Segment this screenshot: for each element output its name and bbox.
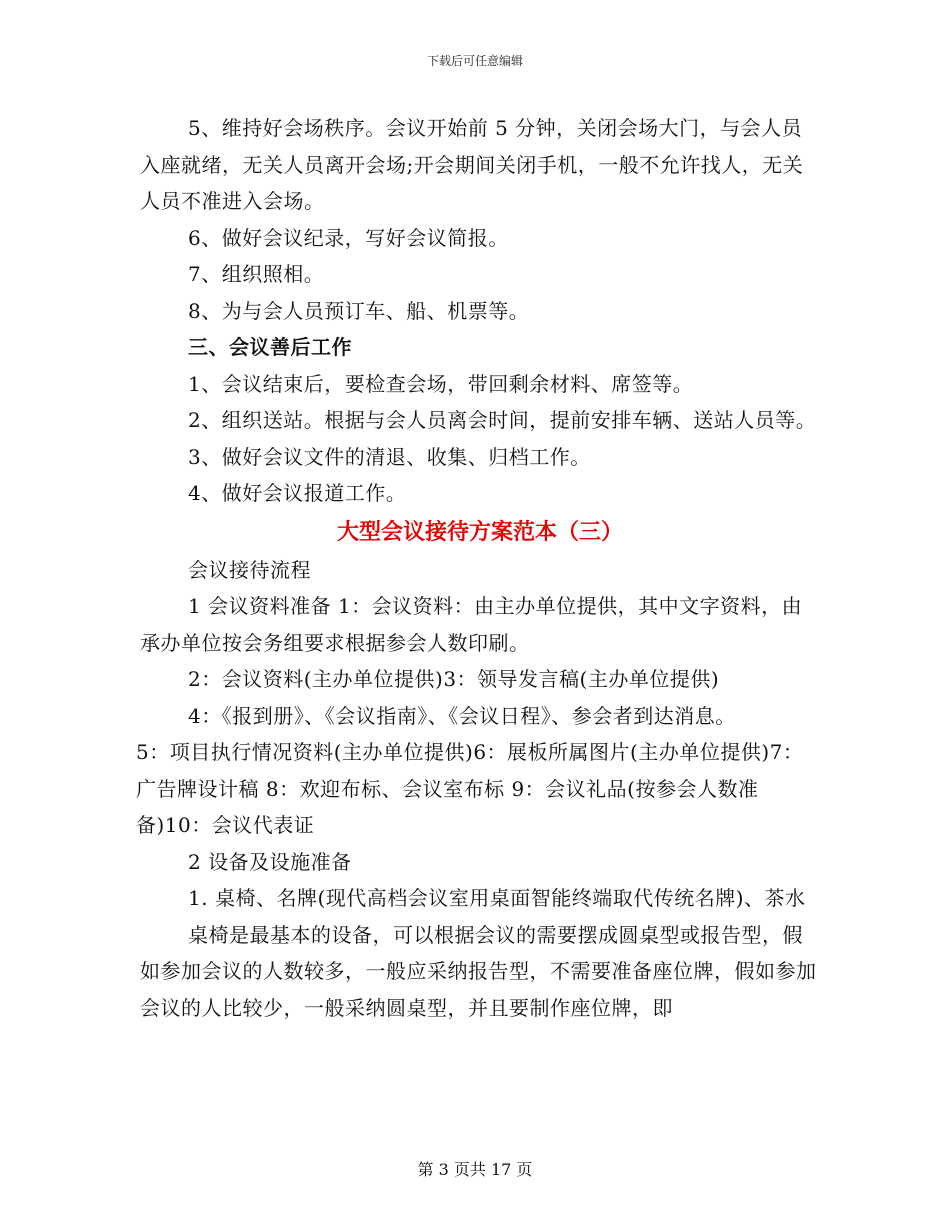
paragraph-item-8: 8、为与会人员预订车、船、机票等。 <box>188 298 530 323</box>
paragraph-aftercare-4: 4、做好会议报道工作。 <box>188 481 407 505</box>
page-footer: 第 3 页共 17 页 <box>417 1160 533 1179</box>
page-header: 下载后可任意编辑 <box>426 54 523 68</box>
document-title: 大型会议接待方案范本（三） <box>336 518 623 545</box>
paragraph-item-7: 7、组织照相。 <box>188 262 325 286</box>
document-body <box>136 110 820 1026</box>
paragraph-aftercare-3: 3、做好会议文件的清退、收集、归档工作。 <box>188 444 591 469</box>
subheading-process: 会议接待流程 <box>188 557 311 582</box>
paragraph-materials-2: 2：会议资料(主办单位提供)3：领导发言稿(主办单位提供) <box>188 667 720 691</box>
paragraph-aftercare-2: 2、组织送站。根据与会人员离会时间，提前安排车辆、送站人员等。 <box>188 408 817 432</box>
paragraph-materials-4: 4：《报到册》、《会议指南》、《会议日程》、参会者到达消息。 <box>188 703 736 728</box>
paragraph-materials-5: 5：项目执行情况资料(主办单位提供)6：展板所属图片(主办单位提供)7：广告牌设计稿 8：欢迎布标、会议室布标 9：会议礼品(按参会人数准备)10：会议代表证 <box>136 740 804 837</box>
paragraph-tables: 桌椅是最基本的设备，可以根据会议的需要摆成圆桌型或报告型，假如参加会议的人数较多，一般应采纳报告型，不需要准备座位牌，假如参加会议的人比较少，一般采纳圆桌型，并且要制作座位牌，即 <box>140 922 817 1020</box>
paragraph-equipment-1: 1. 桌椅、名牌(现代高档会议室用桌面智能终端取代传统名牌)、茶水 <box>188 886 806 910</box>
subheading-equipment: 2 设备及设施准备 <box>188 849 352 874</box>
section-heading: 三、会议善后工作 <box>188 335 352 359</box>
paragraph-aftercare-1: 1、会议结束后，要检查会场，带回剩余材料、席签等。 <box>188 371 694 396</box>
paragraph-materials: 1 会议资料准备 1：会议资料：由主办单位提供，其中文字资料，由承办单位按会务组要求根据参会人数印刷。 <box>140 594 803 655</box>
paragraph-item-6: 6、做好会议纪录，写好会议简报。 <box>188 225 509 250</box>
paragraph-item-5: 5、维持好会场秩序。会议开始前 5 分钟，关闭会场大门，与会人员入座就绪，无关人员离开会场;开会期间关闭手机，一般不允许找人，无关人员不准进入会场。 <box>140 116 804 213</box>
